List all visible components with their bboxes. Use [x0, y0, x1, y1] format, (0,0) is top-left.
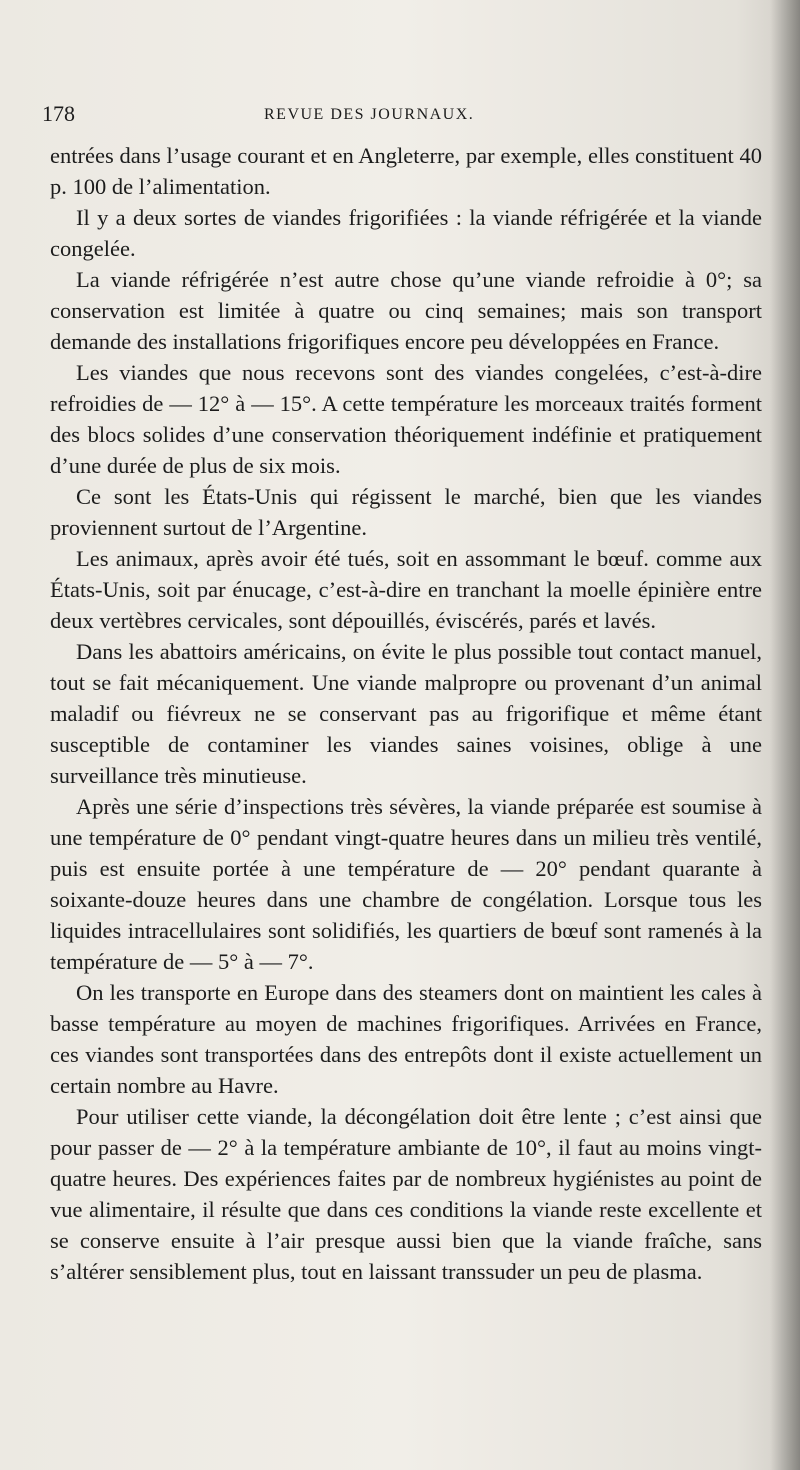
paragraph: Il y a deux sortes de viandes frigorifiées : la viande réfrigérée et la viande congelée. — [50, 205, 762, 261]
binding-shadow — [770, 0, 800, 1470]
body-text — [50, 140, 762, 1287]
paragraph: Après une série d’inspections très sévères, la viande préparée est soumise à une température de 0° pendant vingt-quatre heures dans un milieu très ventilé, puis est ensuite portée à une température de — 20° pendant quarante à soixante-douze heures dans une chambre de congélation. Lorsque tous les liquides intracellulaires sont solidifiés, les quartiers de bœuf sont ramenés à la température de — 5° à — 7°. — [50, 794, 762, 974]
paragraph: Pour utiliser cette viande, la décongélation doit être lente ; c’est ainsi que pour passer de — 2° à la température ambiante de 10°, il faut au moins vingt-quatre heures. Des expériences faites par de nombreux hygiénistes au point de vue alimentaire, il résulte que dans ces conditions la viande reste excellente et se conserve ensuite à l’air presque aussi bien que la viande fraîche, sans s’altérer sensiblement plus, tout en laissant transsuder un peu de plasma. — [50, 1104, 762, 1284]
paragraph: entrées dans l’usage courant et en Angleterre, par exemple, elles constituent 40 p. 100 de l’alimentation. — [50, 143, 762, 199]
paragraph: La viande réfrigérée n’est autre chose qu’une viande refroidie à 0°; sa conservation est limitée à quatre ou cinq semaines; mais son transport demande des installations frigorifiques encore peu développées en France. — [50, 267, 762, 354]
paragraph: Dans les abattoirs américains, on évite le plus possible tout contact manuel, tout se fait mécaniquement. Une viande malpropre ou provenant d’un animal maladif ou fiévreux ne se conservant pas au frigorifique et même étant susceptible de contaminer les viandes saines voisines, oblige à une surveillance très minutieuse. — [50, 639, 762, 788]
page-header — [42, 98, 762, 130]
paragraph: Les viandes que nous recevons sont des viandes congelées, c’est-à-dire refroidies de — 12° à — 15°. A cette température les morceaux traités forment des blocs solides d’une conservation théoriquement indéfinie et pratiquement d’une durée de plus de six mois. — [50, 360, 762, 478]
page-number: 178 — [42, 101, 75, 126]
paragraph: On les transporte en Europe dans des steamers dont on maintient les cales à basse température au moyen de machines frigorifiques. Arrivées en France, ces viandes sont transportées dans des entrepôts dont il existe actuellement un certain nombre au Havre. — [50, 980, 762, 1098]
paragraph: Les animaux, après avoir été tués, soit en assommant le bœuf. comme aux États-Unis, soit par énucage, c’est-à-dire en tranchant la moelle épinière entre deux vertèbres cervicales, sont dépouillés, éviscérés, parés et lavés. — [50, 546, 762, 633]
paragraph: Ce sont les États-Unis qui régissent le marché, bien que les viandes proviennent surtout de l’Argentine. — [50, 484, 762, 540]
running-head: REVUE DES JOURNAUX. — [264, 106, 475, 123]
